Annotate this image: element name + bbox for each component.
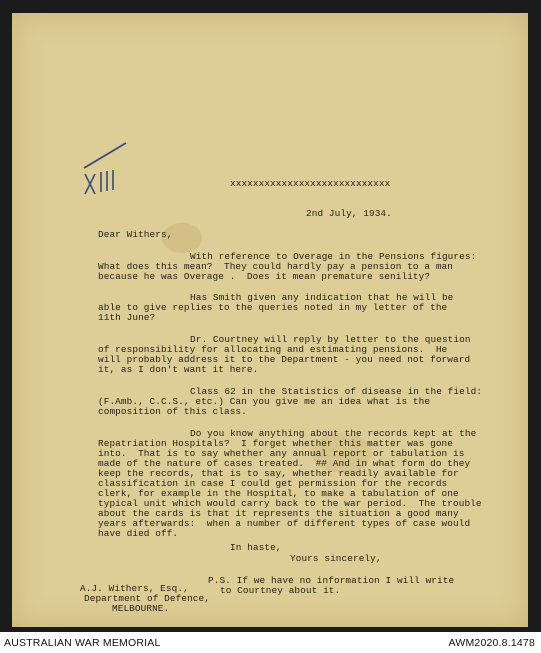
body-line: Dr. Courtney will reply by letter to the question bbox=[190, 334, 471, 345]
struck-line: xxxxxxxxxxxxxxxxxxxxxxxxxxxx bbox=[230, 178, 391, 189]
body-line: composition of this class. bbox=[98, 406, 247, 417]
institution-name: AUSTRALIAN WAR MEMORIAL bbox=[4, 637, 161, 649]
address-city: MELBOURNE. bbox=[112, 603, 170, 614]
body-line: able to give replies to the queries noted in my letter of the bbox=[98, 302, 448, 313]
body-line: 11th June? bbox=[98, 312, 156, 323]
body-line: Repatriation Hospitals? I forget whether this matter was gone bbox=[98, 438, 454, 449]
body-line: will probably address it to the Department - you need not forward bbox=[98, 354, 471, 365]
body-line: Do you know anything about the records kept at the bbox=[190, 428, 477, 439]
address-department: Department of Defence, bbox=[84, 593, 210, 604]
postscript-line: P.S. If we have no information I will write bbox=[208, 575, 455, 586]
body-line: made of the nature of cases treated. ## And in what form do they bbox=[98, 458, 471, 469]
catalogue-number: AWM2020.8.1478 bbox=[448, 637, 535, 649]
closing-signoff: Yours sincerely, bbox=[290, 553, 382, 564]
body-line: years afterwards: when a number of different types of case would bbox=[98, 518, 471, 529]
body-line: With reference to Overage in the Pensions figures: bbox=[190, 251, 477, 262]
body-line: Class 62 in the Statistics of disease in the field: bbox=[190, 386, 483, 397]
letter-page bbox=[12, 13, 528, 627]
body-line: Has Smith given any indication that he will be bbox=[190, 292, 454, 303]
body-line: about the cards is that it represents the situation a good many bbox=[98, 508, 459, 519]
body-line: of responsibility for allocating and estimating pensions. He bbox=[98, 344, 448, 355]
archive-footer bbox=[0, 632, 541, 653]
body-line: classification in case I could get permission for the records bbox=[98, 478, 448, 489]
handwritten-mark bbox=[82, 138, 142, 198]
body-line: (F.Amb., C.C.S., etc.) Can you give me an idea what is the bbox=[98, 396, 431, 407]
body-line: typical unit which would carry back to the war period. The trouble bbox=[98, 498, 482, 509]
body-line: have died off. bbox=[98, 528, 179, 539]
postscript-line: to Courtney about it. bbox=[220, 585, 341, 596]
body-line: it, as I don't want it here. bbox=[98, 364, 259, 375]
body-line: clerk, for example in the Hospital, to make a tabulation of one bbox=[98, 488, 459, 499]
salutation: Dear Withers, bbox=[98, 229, 173, 240]
body-line: What does this mean? They could hardly pay a pension to a man bbox=[98, 261, 454, 272]
letter-date: 2nd July, 1934. bbox=[306, 208, 392, 219]
closing-haste: In haste, bbox=[230, 542, 282, 553]
body-line: into. That is to say whether any annual report or tabulation is bbox=[98, 448, 465, 459]
address-name: A.J. Withers, Esq., bbox=[80, 583, 189, 594]
body-line: because he was Overage . Does it mean premature senility? bbox=[98, 271, 431, 282]
body-line: keep the records, that is to say, whether readily available for bbox=[98, 468, 459, 479]
